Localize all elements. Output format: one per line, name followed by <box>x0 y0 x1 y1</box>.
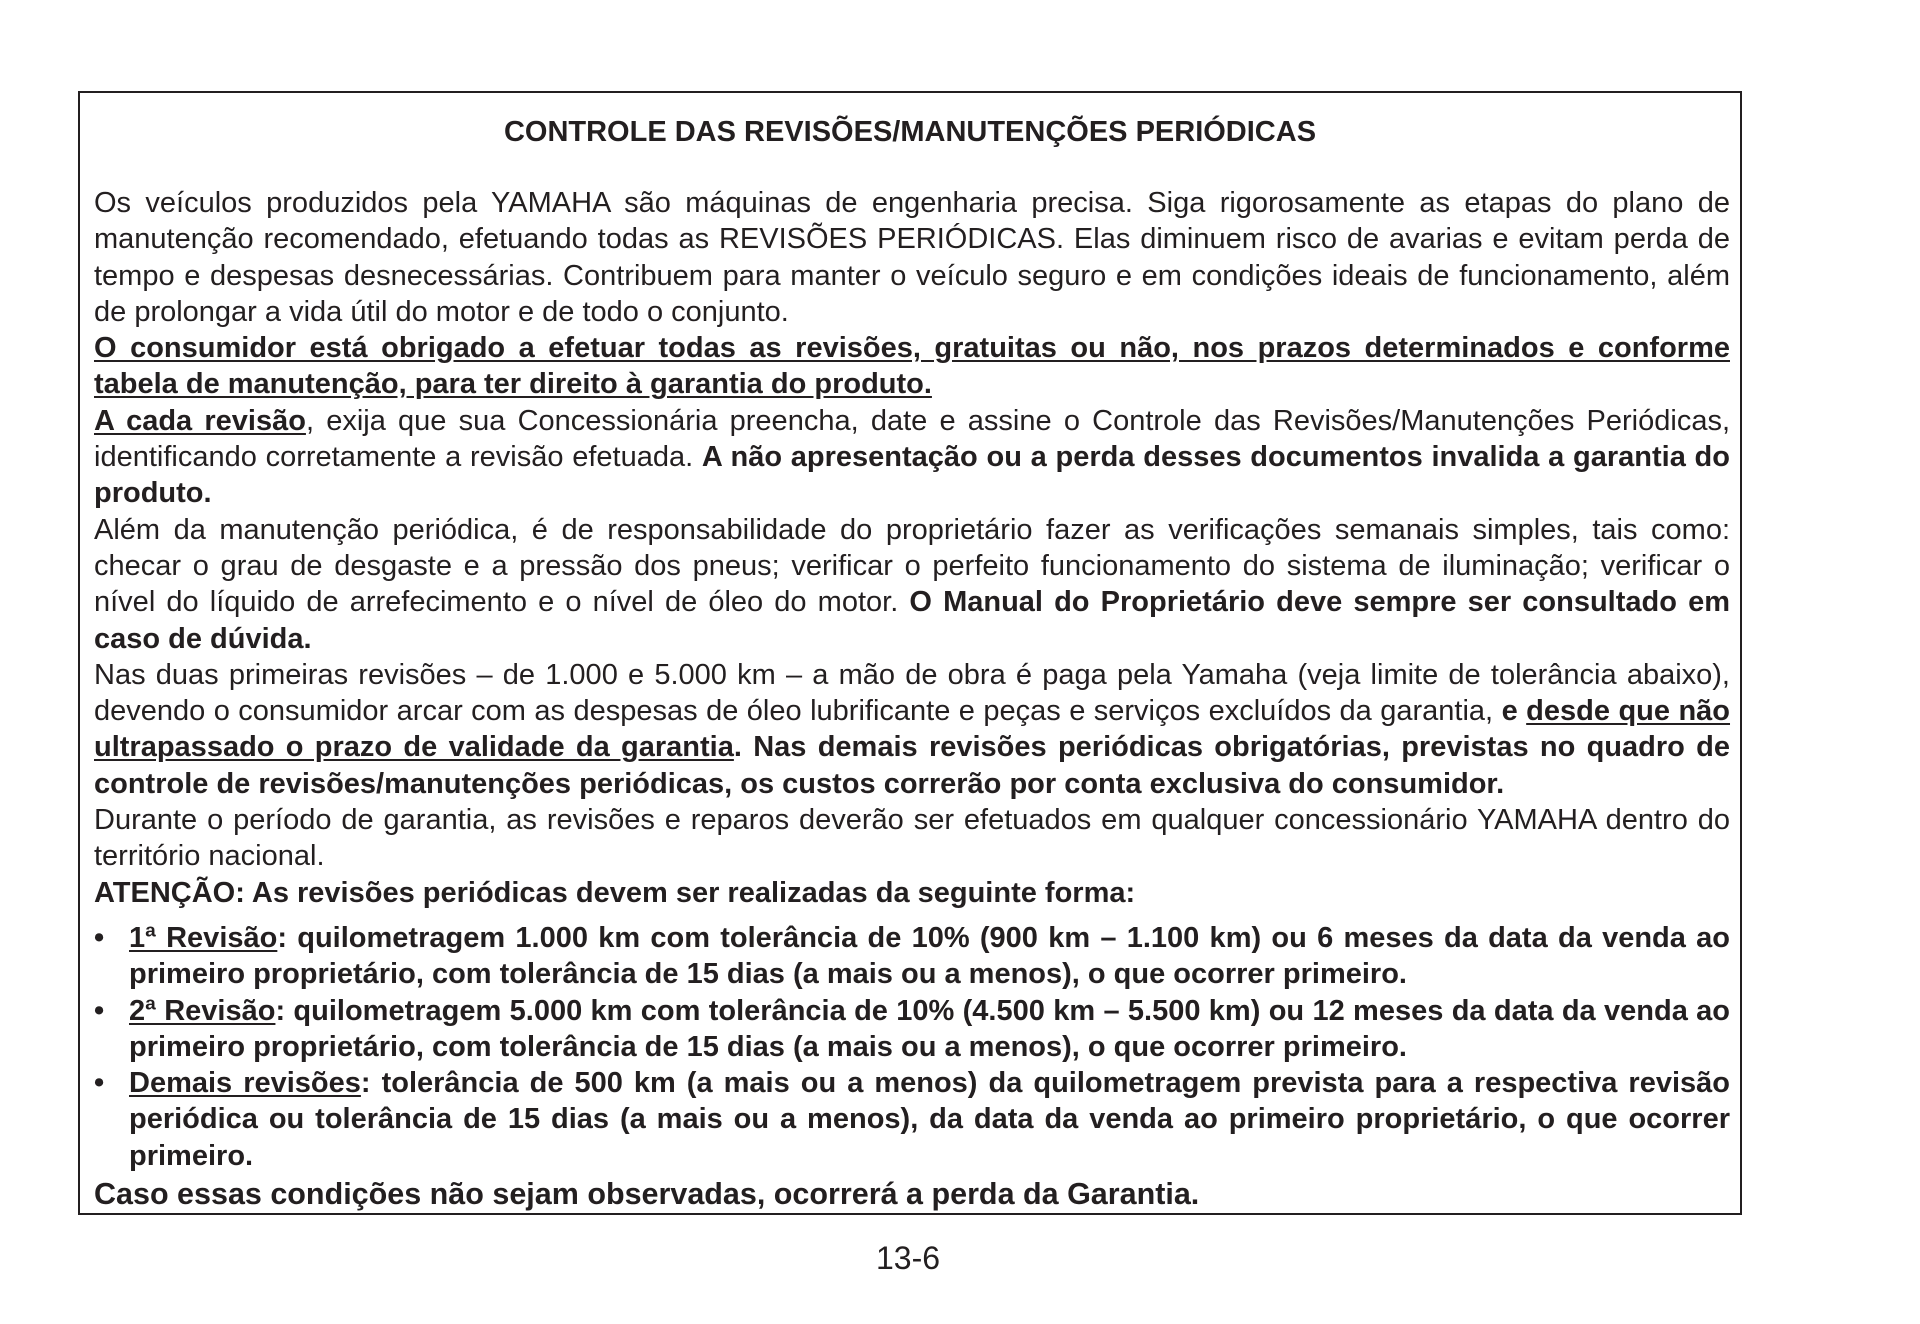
first-two-text: Nas duas primeiras revisões – de 1.000 e 5.000 km – a mão de obra é paga pela Yamaha (veja limite de tolerância abaixo), devendo o consumidor arcar com as despesas de óleo lubrificante e peças e serviços excluídos da garantia, <box>94 658 1730 728</box>
warranty-period-paragraph: Durante o período de garantia, as revisões e reparos deverão ser efetuados em qualquer concessionário YAMAHA dentro do território nacional. <box>94 804 1730 873</box>
owner-duty-bold: O Manual do Proprietário deve sempre ser consultado em caso de dúvida. <box>94 586 1730 655</box>
each-revision-text: , exija que sua Concessionária preencha, date e assine o Controle das Revisões/Manutenções Periódicas, identificando corretamente a revisão efetuada. <box>94 404 1731 474</box>
first-two-revisions-paragraph <box>94 657 1730 802</box>
owner-duty-text: Além da manutenção periódica, é de responsabilidade do proprietário fazer as verificações semanais simples, tais como: checar o grau de desgaste e a pressão dos pneus; verificar o perfeito funcionamento do sistema de iluminação; verificar o nível do líquido de arrefecimento e o nível de óleo do motor. <box>94 513 1730 619</box>
revision-label: 2ª Revisão <box>129 994 276 1027</box>
list-item <box>94 1065 1730 1174</box>
first-two-bold-e: e <box>1501 695 1527 728</box>
obligation-text: O consumidor está obrigado a efetuar todas as revisões, gratuitas ou não, nos prazos determinados e conforme tabela de manutenção, para ter direito à garantia do produto. <box>94 332 1730 401</box>
owner-duty-paragraph <box>94 512 1730 657</box>
first-two-bold-rest: . Nas demais revisões periódicas obrigatórias, previstas no quadro de controle de revisões/manutenções periódicas, os custos correrão por conta exclusiva do consumidor. <box>94 731 1730 800</box>
bullet-icon: • <box>94 994 105 1027</box>
bullet-icon: • <box>94 1067 105 1100</box>
closing-statement: Caso essas condições não sejam observadas, ocorrerá a perda da Garantia. <box>94 1177 1200 1212</box>
intro-paragraph: Os veículos produzidos pela YAMAHA são máquinas de engenharia precisa. Siga rigorosamente as etapas do plano de manutenção recomendado, efetuando todas as REVISÕES PERIÓDICAS. Elas diminuem risco de avarias e evitam perda de tempo e despesas desnecessárias. Contribuem para manter o veículo seguro e em condições ideais de funcionamento, além de prolongar a vida útil do motor e de todo o conjunto. <box>94 187 1730 328</box>
revision-label: Demais revisões <box>129 1067 361 1100</box>
content-frame <box>78 91 1742 1215</box>
attention-heading: ATENÇÃO: As revisões periódicas devem ser realizadas da seguinte forma: <box>94 876 1136 909</box>
list-item <box>94 920 1730 993</box>
list-item <box>94 993 1730 1066</box>
each-revision-bold: A não apresentação ou a perda desses documentos invalida a garantia do produto. <box>94 441 1730 510</box>
each-revision-paragraph <box>94 403 1730 512</box>
obligation-paragraph <box>94 330 1730 403</box>
document-body <box>94 185 1730 1212</box>
revision-text: : quilometragem 5.000 km com tolerância de 10% (4.500 km – 5.500 km) ou 12 meses da data da venda ao primeiro proprietário, com tolerância de 15 dias (a mais ou a menos), o que ocorrer primeiro. <box>129 994 1730 1063</box>
each-revision-lead: A cada revisão <box>94 404 306 437</box>
first-two-underlined: desde que não ultrapassado o prazo de validade da garantia <box>94 695 1731 764</box>
revision-label: 1ª Revisão <box>129 921 278 954</box>
revision-text: : tolerância de 500 km (a mais ou a menos) da quilometragem prevista para a respectiva revisão periódica ou tolerância de 15 dias (a mais ou a menos), da data da venda ao primeiro proprietário, o que ocorrer primeiro. <box>129 1067 1730 1172</box>
revision-text: : quilometragem 1.000 km com tolerância de 10% (900 km – 1.100 km) ou 6 meses da data da venda ao primeiro proprietário, com tolerância de 15 dias (a mais ou a menos), o que ocorrer primeiro. <box>129 921 1730 991</box>
page-number: 13-6 <box>875 1240 941 1276</box>
page-title: CONTROLE DAS REVISÕES/MANUTENÇÕES PERIÓDICAS <box>503 116 1317 148</box>
revision-list <box>94 920 1730 1174</box>
bullet-icon: • <box>94 921 105 954</box>
